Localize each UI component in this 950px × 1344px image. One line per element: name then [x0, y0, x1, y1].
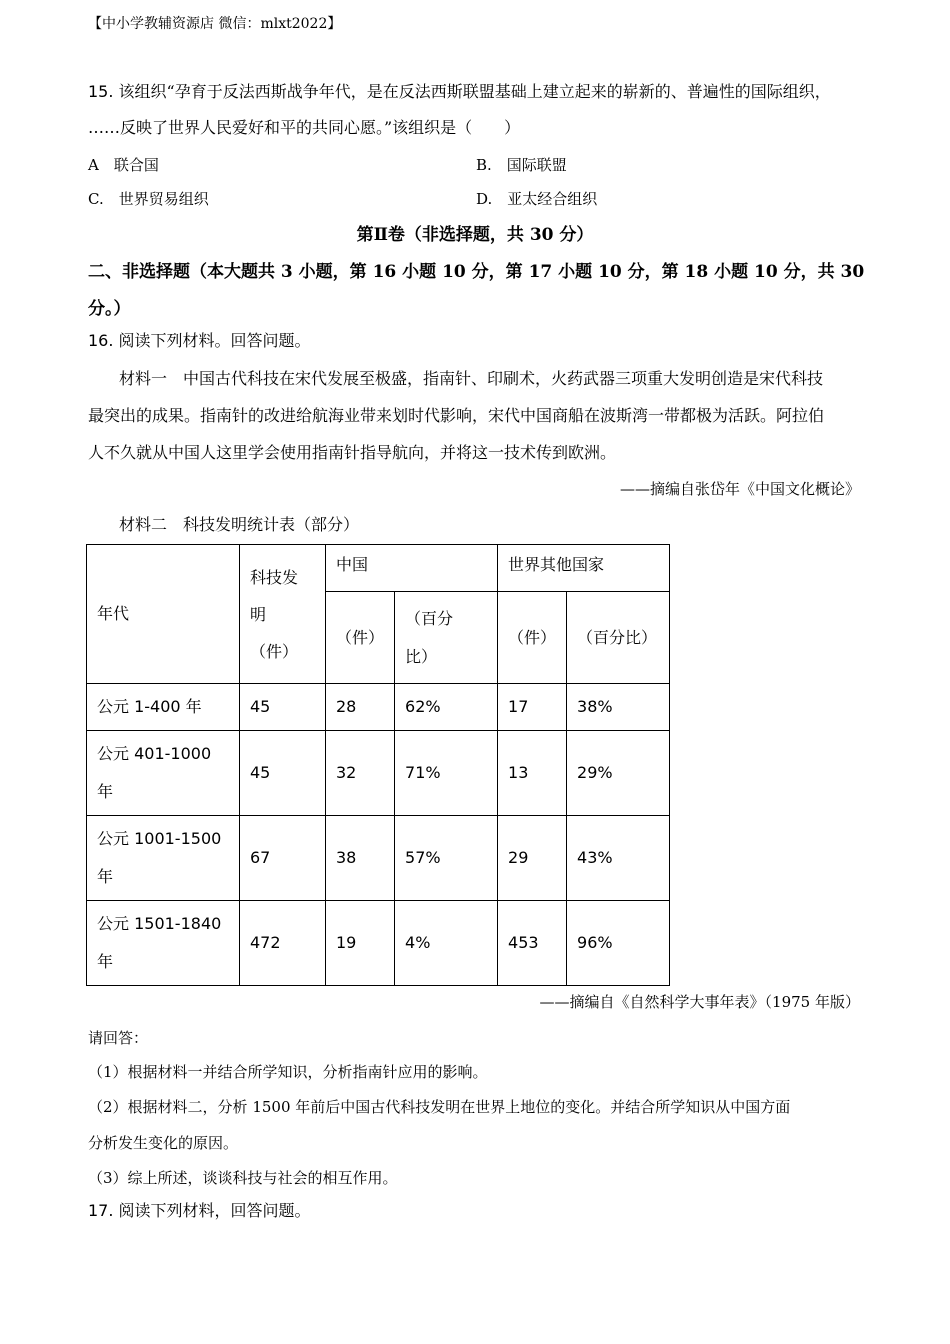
- material1-source: ——摘编自张岱年《中国文化概论》: [619, 480, 860, 498]
- row-era: [87, 816, 240, 901]
- row-world-pct: 38%: [567, 684, 670, 731]
- q15-option-c[interactable]: C. 世界贸易组织: [88, 190, 209, 208]
- header-total-l1: 科技发: [250, 567, 299, 587]
- q16-prompt-line: [88, 331, 311, 351]
- q17-prompt: 阅读下列材料，回答问题。: [118, 1201, 311, 1220]
- sub-world-pct: （百分比）: [567, 592, 670, 684]
- row-world-count: 29: [498, 816, 567, 901]
- q15-option-a[interactable]: A 联合国: [88, 156, 159, 174]
- subquestion-2-line1: （2）根据材料二，分析 1500 年前后中国古代科技发明在世界上地位的变化。并结合所学知识从中国方面: [88, 1098, 791, 1116]
- row-world-pct: 29%: [567, 731, 670, 816]
- row-world-count: 13: [498, 731, 567, 816]
- q15-stem-line2: ……反映了世界人民爱好和平的共同心愿。”该组织是（ ）: [88, 118, 521, 137]
- q16-prompt: 阅读下列材料。回答问题。: [118, 331, 311, 350]
- q15-option-b[interactable]: B. 国际联盟: [476, 156, 567, 174]
- row-total: 45: [240, 684, 326, 731]
- row-era-l1: 公元 1501-1840: [97, 914, 222, 933]
- section-heading-line2: 分。）: [88, 299, 131, 319]
- answer-prompt: 请回答：: [88, 1029, 149, 1047]
- row-china-pct: 4%: [395, 901, 498, 986]
- q15-option-d[interactable]: D. 亚太经合组织: [476, 190, 598, 208]
- row-total: 45: [240, 731, 326, 816]
- sub-china-pct-l2: 比）: [405, 646, 438, 666]
- subquestion-3: （3）综上所述，谈谈科技与社会的相互作用。: [88, 1169, 398, 1187]
- header-total-l2: 明: [250, 604, 267, 624]
- row-era: 公元 1-400 年: [87, 684, 240, 731]
- row-world-count: 453: [498, 901, 567, 986]
- row-china-pct: 71%: [395, 731, 498, 816]
- row-china-pct: 62%: [395, 684, 498, 731]
- table-row: [87, 901, 670, 986]
- material2-source: ——摘编自《自然科学大事年表》（1975 年版）: [539, 993, 860, 1011]
- row-era: [87, 901, 240, 986]
- row-era-l2: 年: [97, 782, 114, 801]
- row-era: [87, 731, 240, 816]
- invention-stats-table: [86, 544, 670, 986]
- row-total: 67: [240, 816, 326, 901]
- header-era: 年代: [87, 545, 240, 684]
- sub-world-count: （件）: [498, 592, 567, 684]
- sub-china-count: （件）: [326, 592, 395, 684]
- material1-line3: 人不久就从中国人这里学会使用指南针指导航向，并将这一技术传到欧洲。: [88, 443, 617, 462]
- q16-number: 16.: [88, 331, 114, 350]
- row-era-l2: 年: [97, 952, 114, 971]
- table-row: [87, 816, 670, 901]
- subquestion-1: （1）根据材料一并结合所学知识，分析指南针应用的影响。: [88, 1063, 488, 1081]
- material2-title: 材料二 科技发明统计表（部分）: [119, 515, 360, 534]
- row-era-l2: 年: [97, 867, 114, 886]
- row-world-pct: 96%: [567, 901, 670, 986]
- row-china-count: 32: [326, 731, 395, 816]
- row-era-l1: 公元 401-1000: [97, 744, 212, 763]
- sub-china-pct-l1: （百分: [405, 608, 454, 628]
- row-china-count: 19: [326, 901, 395, 986]
- q17-number: 17.: [88, 1201, 114, 1220]
- row-total: 472: [240, 901, 326, 986]
- row-world-pct: 43%: [567, 816, 670, 901]
- material1-line2: 最突出的成果。指南针的改进给航海业带来划时代影响，宋代中国商船在波斯湾一带都极为活跃。阿拉伯: [88, 406, 825, 425]
- header-total-l3: （件）: [250, 641, 299, 661]
- table-row: [87, 731, 670, 816]
- header-total: [240, 545, 326, 684]
- q15-line1: [88, 82, 831, 102]
- header-china: 中国: [326, 545, 498, 592]
- header-world: 世界其他国家: [498, 545, 670, 592]
- material1-line1: 材料一 中国古代科技在宋代发展至极盛，指南针、印刷术，火药武器三项重大发明创造是宋代科技: [119, 369, 824, 388]
- row-world-count: 17: [498, 684, 567, 731]
- sub-china-pct: [395, 592, 498, 684]
- q15-number: 15.: [88, 82, 114, 101]
- row-era-l1: 公元 1001-1500: [97, 829, 222, 848]
- q17-prompt-line: [88, 1201, 311, 1221]
- volume-title: 第Ⅱ卷（非选择题，共 30 分）: [356, 225, 594, 245]
- q15-stem-line1: 该组织“孕育于反法西斯战争年代，是在反法西斯联盟基础上建立起来的崭新的、普遍性的国际组织，: [118, 82, 831, 101]
- page-header-watermark: 【中小学教辅资源店 微信：mlxt2022】: [88, 16, 342, 32]
- section-heading-line1: 二、非选择题（本大题共 3 小题，第 16 小题 10 分，第 17 小题 10 分，第 18 小题 10 分，共 30: [88, 262, 865, 282]
- row-china-count: 28: [326, 684, 395, 731]
- row-china-pct: 57%: [395, 816, 498, 901]
- row-china-count: 38: [326, 816, 395, 901]
- table-row: [87, 684, 670, 731]
- subquestion-2-line2: 分析发生变化的原因。: [88, 1134, 239, 1152]
